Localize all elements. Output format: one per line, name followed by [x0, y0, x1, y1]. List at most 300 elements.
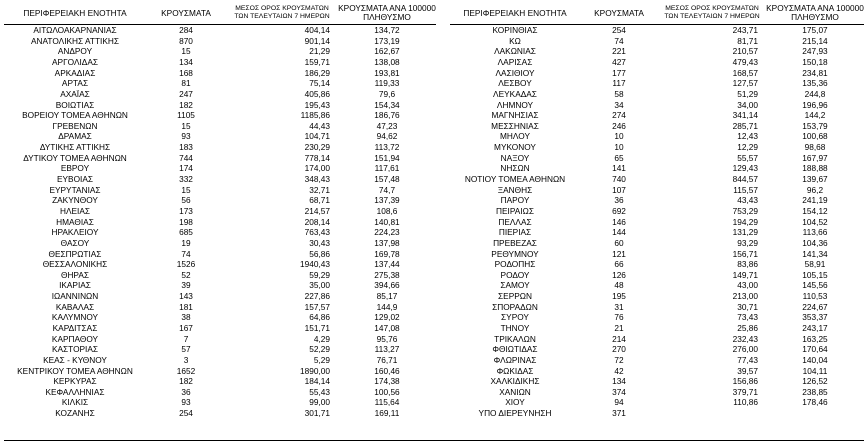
seven-day-average-cell: 243,71 — [732, 25, 758, 36]
seven-day-average-cell: 35,00 — [309, 280, 330, 291]
cases-per-100k-cell: 94,62 — [376, 131, 398, 142]
cases-cell: 195 — [612, 291, 626, 302]
cases-per-100k-cell: 74,7 — [378, 184, 396, 195]
region-cell: ΔΥΤΙΚΟΥ ΤΟΜΕΑ ΑΘΗΝΩΝ — [23, 152, 127, 163]
region-cell: ΚΟΖΑΝΗΣ — [55, 408, 95, 419]
table-row — [4, 248, 436, 259]
region-cell: ΚΩ — [509, 35, 521, 46]
region-cell: ΚΑΡΔΙΤΣΑΣ — [52, 323, 98, 333]
header-row-right — [450, 2, 864, 25]
seven-day-average-cell: 341,14 — [732, 110, 758, 121]
table-row — [450, 397, 864, 408]
table-row — [4, 312, 436, 323]
seven-day-average-cell: 75,14 — [309, 78, 330, 89]
cases-cell: 7 — [183, 333, 189, 344]
region-cell: ΛΕΣΒΟΥ — [498, 78, 532, 89]
seven-day-average-cell: 285,71 — [732, 120, 758, 131]
header-row-left — [4, 2, 436, 25]
cases-per-100k-cell: 135,36 — [802, 78, 828, 89]
table-row — [4, 131, 436, 142]
cases-cell: 74 — [181, 248, 191, 259]
cases-per-100k-cell: 137,44 — [374, 259, 400, 270]
cases-per-100k-cell: 137,39 — [374, 195, 400, 206]
region-cell: ΕΒΡΟΥ — [60, 163, 90, 174]
cases-cell: 134 — [612, 376, 626, 387]
cases-per-100k-cell: 115,64 — [374, 397, 400, 408]
region-cell: ΑΝΔΡΟΥ — [57, 46, 93, 57]
table-row — [450, 121, 864, 132]
region-cell: ΛΑΚΩΝΙΑΣ — [494, 46, 536, 57]
region-cell: ΤΡΙΚΑΛΩΝ — [494, 333, 536, 344]
cases-cell: 56 — [181, 195, 191, 206]
table-row — [4, 259, 436, 270]
seven-day-average-cell: 156,71 — [732, 248, 758, 259]
region-cell: ΚΕΦΑΛΛΗΝΙΑΣ — [45, 386, 105, 397]
table-row — [4, 387, 436, 398]
cases-cell: 38 — [181, 312, 191, 323]
seven-day-average-cell: 379,71 — [732, 386, 758, 397]
seven-day-average-cell: 99,00 — [309, 397, 330, 408]
cases-cell: 1526 — [176, 259, 196, 270]
cases-per-100k-cell: 154,34 — [374, 99, 400, 110]
seven-day-average-cell: 194,29 — [732, 216, 758, 227]
cases-cell: 107 — [612, 184, 626, 195]
cases-per-100k-cell: 113,72 — [374, 142, 400, 153]
seven-day-average-cell: 81,71 — [737, 35, 758, 46]
region-cell: ΛΑΡΙΣΑΣ — [497, 56, 533, 67]
region-header: ΠΕΡΙΦΕΡΕΙΑΚΗ ΕΝΟΤΗΤΑ — [4, 2, 146, 25]
cases-per-100k-cell: 140,04 — [802, 354, 828, 365]
cases-cell: 121 — [612, 248, 626, 259]
cases-cell: 21 — [614, 323, 624, 333]
region-cell: ΣΑΜΟΥ — [500, 280, 530, 291]
cases-cell: 36 — [614, 195, 624, 206]
table-row — [450, 366, 864, 377]
table-row — [450, 376, 864, 387]
region-cell: ΚΟΡΙΝΘΙΑΣ — [492, 25, 538, 36]
seven-day-average-cell: 1940,43 — [300, 259, 330, 270]
region-cell: ΛΗΜΝΟΥ — [496, 99, 534, 110]
cases-cell: 1652 — [176, 365, 196, 376]
cases-cell: 246 — [612, 120, 626, 131]
table-row — [450, 355, 864, 366]
region-cell: ΡΕΘΥΜΝΟΥ — [491, 248, 539, 259]
cases-per-100k-cell: 129,02 — [374, 312, 400, 323]
region-cell: ΠΕΛΛΑΣ — [498, 216, 532, 227]
cases-per-100k-cell: 104,36 — [802, 237, 828, 248]
seven-day-average-cell: 4,29 — [313, 333, 330, 344]
cases-cell: 58 — [614, 88, 624, 99]
cases-per-100k-cell: 150,18 — [802, 56, 828, 67]
seven-day-average-cell: 213,00 — [732, 291, 758, 302]
cases-per-100k-cell: 105,15 — [802, 269, 828, 280]
cases-per-100k-cell: 178,46 — [802, 397, 828, 408]
table-row — [4, 397, 436, 408]
region-cell: ΘΕΣΣΑΛΟΝΙΚΗΣ — [42, 259, 108, 270]
seven-day-average-cell: 159,71 — [304, 56, 330, 67]
region-cell: ΡΟΔΟΠΗΣ — [494, 259, 536, 270]
cases-cell: 692 — [612, 205, 626, 216]
cases-per-100k-cell: 145,56 — [802, 280, 828, 291]
region-cell: ΝΟΤΙΟΥ ΤΟΜΕΑ ΑΘΗΝΩΝ — [464, 174, 566, 185]
table-row — [4, 78, 436, 89]
cases-per-100k-cell: 147,08 — [374, 323, 400, 333]
table-bottom-rule — [4, 440, 864, 441]
cases-cell: 173 — [179, 205, 193, 216]
cases-cell: 60 — [614, 237, 624, 248]
region-cell: ΗΛΕΙΑΣ — [59, 205, 91, 216]
cases-per-100k-cell: 113,27 — [374, 344, 400, 355]
table-row — [4, 376, 436, 387]
seven-day-average-cell: 844,57 — [732, 174, 758, 185]
cases-per-100k-cell: 100,68 — [802, 131, 828, 142]
seven-day-average-cell: 1890,00 — [300, 365, 330, 376]
seven-day-average-cell: 195,43 — [304, 99, 330, 110]
seven-day-average-cell: 127,57 — [732, 78, 758, 89]
region-cell: ΗΡΑΚΛΕΙΟΥ — [51, 227, 99, 238]
seven-day-average-cell: 149,71 — [732, 269, 758, 280]
table-row — [4, 68, 436, 79]
cases-cell: 65 — [614, 152, 624, 163]
seven-day-average-cell: 93,29 — [737, 237, 758, 248]
seven-day-average-cell: 753,29 — [732, 205, 758, 216]
cases-cell: 198 — [179, 216, 193, 227]
region-cell: ΔΥΤΙΚΗΣ ΑΤΤΙΚΗΣ — [39, 142, 111, 153]
region-cell: ΜΥΚΟΝΟΥ — [494, 142, 536, 153]
seven-day-average-cell: 77,43 — [737, 354, 758, 365]
table-row — [4, 142, 436, 153]
cases-per-100k-cell: 244,8 — [804, 88, 826, 99]
cases-cell: 93 — [181, 397, 191, 408]
seven-day-average-cell: 157,57 — [304, 301, 330, 312]
table-row — [450, 174, 864, 185]
cases-per-100k-cell: 137,98 — [374, 237, 400, 248]
cases-per-100k-cell: 141,34 — [802, 248, 828, 259]
region-cell: ΘΗΡΑΣ — [60, 269, 90, 280]
cases-per-100k-cell: 157,48 — [374, 174, 400, 185]
table-row — [450, 344, 864, 355]
cases-cell: 1105 — [177, 110, 195, 121]
cases-cell: 274 — [612, 110, 626, 121]
seven-day-average-header: ΜΕΣΟΣ ΟΡΟΣ ΚΡΟΥΣΜΑΤΩΝ ΤΩΝ ΤΕΛΕΥΤΑΙΩΝ 7 ΗΜΕΡΩΝ — [226, 2, 338, 25]
cases-cell: 182 — [179, 376, 193, 387]
seven-day-average-cell: 301,71 — [304, 408, 330, 419]
cases-per-100k-cell: 224,23 — [374, 227, 400, 238]
cases-cell: 141 — [612, 163, 626, 174]
cases-cell: 3 — [183, 354, 189, 365]
table-row — [450, 131, 864, 142]
seven-day-average-cell: 214,57 — [304, 205, 330, 216]
cases-header: ΚΡΟΥΣΜΑΤΑ — [580, 2, 658, 25]
region-cell: ΕΥΡΥΤΑΝΙΑΣ — [49, 184, 101, 195]
table-row — [4, 46, 436, 57]
cases-cell: 744 — [179, 152, 193, 163]
region-cell: ΜΗΛΟΥ — [500, 131, 530, 142]
table-row — [450, 89, 864, 100]
seven-day-average-cell: 43,00 — [737, 280, 758, 291]
table-row — [4, 57, 436, 68]
region-cell: ΠΡΕΒΕΖΑΣ — [493, 237, 537, 248]
seven-day-average-cell: 83,86 — [737, 259, 758, 270]
cases-per-100k-cell: 173,19 — [374, 35, 400, 46]
table-row — [4, 408, 436, 419]
cases-cell: 182 — [179, 99, 193, 110]
region-cell: ΠΕΙΡΑΙΩΣ — [496, 205, 534, 216]
seven-day-average-cell: 73,43 — [737, 312, 758, 323]
seven-day-average-cell: 12,43 — [737, 131, 758, 142]
region-cell: ΖΑΚΥΝΘΟΥ — [52, 195, 98, 206]
cases-cell: 72 — [614, 354, 624, 365]
cases-per-100k-cell: 215,14 — [802, 35, 828, 46]
seven-day-average-cell: 405,86 — [304, 88, 330, 99]
region-cell: ΝΑΞΟΥ — [500, 152, 530, 163]
table-row — [4, 227, 436, 238]
cases-per-100k-cell: 151,94 — [374, 152, 400, 163]
region-cell: ΧΙΟΥ — [505, 397, 525, 408]
table-row — [4, 121, 436, 132]
region-cell: ΚΑΒΑΛΑΣ — [55, 301, 95, 312]
cases-per-100k-cell: 186,76 — [374, 110, 400, 121]
region-cell: ΘΕΣΠΡΩΤΙΑΣ — [48, 248, 102, 259]
cases-per-100k-cell: 58,91 — [804, 259, 826, 270]
region-cell: ΔΡΑΜΑΣ — [58, 131, 92, 142]
cases-cell: 31 — [614, 301, 624, 312]
table-row — [4, 89, 436, 100]
cases-per-100k-cell: 138,08 — [374, 56, 400, 67]
region-cell: ΥΠΟ ΔΙΕΡΕΥΝΗΣΗ — [478, 408, 552, 419]
table-row — [450, 291, 864, 302]
cases-per-100k-cell: 95,76 — [376, 333, 398, 344]
region-cell: ΑΙΤΩΛΟΑΚΑΡΝΑΝΙΑΣ — [33, 25, 117, 36]
cases-per-100k-cell: 126,52 — [802, 376, 828, 387]
cases-header: ΚΡΟΥΣΜΑΤΑ — [146, 2, 226, 25]
cases-per-100k-cell: 79,6 — [378, 88, 396, 99]
cases-cell: 167 — [179, 323, 193, 333]
cases-table-left — [4, 2, 436, 419]
cases-per-100k-cell: 196,96 — [802, 99, 828, 110]
cases-cell: 254 — [179, 408, 193, 419]
cases-per-100k-cell: 247,93 — [802, 46, 828, 57]
table-row — [4, 291, 436, 302]
seven-day-average-cell: 25,86 — [737, 323, 758, 333]
cases-per-100k-cell: 140,81 — [374, 216, 400, 227]
region-cell: ΡΟΔΟΥ — [500, 269, 530, 280]
cases-per-100k-cell: 134,72 — [374, 25, 400, 36]
region-cell: ΝΗΣΩΝ — [500, 163, 530, 174]
seven-day-average-cell: 115,57 — [733, 184, 758, 195]
table-row — [4, 334, 436, 345]
cases-cell: 168 — [179, 67, 193, 78]
cases-per-100k-cell: 110,53 — [802, 291, 828, 302]
region-cell: ΧΑΝΙΩΝ — [499, 386, 531, 397]
table-row — [450, 163, 864, 174]
region-cell: ΚΕΡΚΥΡΑΣ — [53, 376, 97, 387]
region-cell: ΕΥΒΟΙΑΣ — [56, 174, 94, 185]
cases-cell: 371 — [612, 408, 626, 419]
region-cell: ΑΡΚΑΔΙΑΣ — [54, 67, 96, 78]
seven-day-average-cell: 30,43 — [309, 237, 330, 248]
cases-per-100k-cell: 100,56 — [374, 386, 400, 397]
seven-day-average-cell: 52,29 — [309, 344, 330, 355]
region-header: ΠΕΡΙΦΕΡΕΙΑΚΗ ΕΝΟΤΗΤΑ — [450, 2, 580, 25]
seven-day-average-cell: 68,71 — [309, 195, 330, 206]
cases-cell: 247 — [179, 88, 193, 99]
cases-per-100k-cell: 47,23 — [376, 120, 398, 131]
region-cell: ΤΗΝΟΥ — [500, 323, 530, 333]
table-row — [450, 78, 864, 89]
cases-cell: 39 — [181, 280, 191, 291]
cases-cell: 221 — [612, 46, 626, 57]
table-row — [4, 174, 436, 185]
seven-day-average-cell: 21,29 — [309, 46, 330, 57]
table-row — [450, 36, 864, 47]
cases-per-100k-cell: 85,17 — [376, 291, 398, 302]
table-row — [450, 57, 864, 68]
seven-day-average-cell: 43,43 — [737, 195, 758, 206]
region-cell: ΑΝΑΤΟΛΙΚΗΣ ΑΤΤΙΚΗΣ — [30, 35, 120, 46]
table-row — [450, 387, 864, 398]
table-row — [450, 25, 864, 36]
seven-day-average-cell: 901,14 — [304, 35, 330, 46]
region-cell: ΠΙΕΡΙΑΣ — [498, 227, 532, 238]
cases-cell: 10 — [614, 142, 624, 153]
table-row — [4, 163, 436, 174]
table-row — [450, 238, 864, 249]
cases-per-100k-cell: 224,67 — [802, 301, 828, 312]
region-cell: ΣΥΡΟΥ — [501, 312, 529, 323]
table-row — [4, 217, 436, 228]
seven-day-average-cell: 39,57 — [737, 365, 758, 376]
table-row — [450, 206, 864, 217]
cases-cell: 34 — [614, 99, 624, 110]
cases-cell: 76 — [614, 312, 624, 323]
table-row — [450, 46, 864, 57]
cases-per-100k-cell: 175,07 — [802, 25, 828, 36]
cases-per-100k-cell: 174,38 — [374, 376, 400, 387]
cases-cell: 183 — [179, 142, 193, 153]
seven-day-average-cell: 5,29 — [313, 354, 330, 365]
table-row — [450, 110, 864, 121]
cases-per-100k-cell: 193,81 — [374, 67, 400, 78]
region-cell: ΗΜΑΘΙΑΣ — [56, 216, 94, 227]
table-row — [450, 312, 864, 323]
table-row — [450, 280, 864, 291]
table-row — [4, 280, 436, 291]
table-row — [450, 323, 864, 334]
region-cell: ΜΑΓΝΗΣΙΑΣ — [491, 110, 539, 121]
seven-day-average-cell: 208,14 — [304, 216, 330, 227]
seven-day-average-cell: 110,86 — [733, 397, 758, 408]
region-cell: ΙΩΑΝΝΙΝΩΝ — [51, 291, 99, 302]
seven-day-average-cell: 51,29 — [737, 88, 758, 99]
seven-day-average-cell: 479,43 — [732, 56, 758, 67]
seven-day-average-cell: 59,29 — [309, 269, 330, 280]
cases-per-100k-cell: 119,33 — [374, 78, 400, 89]
cases-cell: 15 — [181, 46, 191, 57]
region-cell: ΦΘΙΩΤΙΔΑΣ — [492, 344, 538, 355]
seven-day-average-cell: 763,43 — [304, 227, 330, 238]
cases-cell: 36 — [181, 386, 191, 397]
cases-cell: 270 — [612, 344, 626, 355]
region-cell: ΚΑΡΠΑΘΟΥ — [51, 333, 99, 344]
cases-per-100k-header: ΚΡΟΥΣΜΑΤΑ ΑΝΑ 100000 ΠΛΗΘΥΣΜΟ — [338, 2, 436, 25]
seven-day-average-cell: 184,14 — [304, 376, 330, 387]
region-cell: ΚΑΣΤΟΡΙΑΣ — [51, 344, 99, 355]
region-cell: ΚΕΑΣ - ΚΥΘΝΟΥ — [43, 354, 107, 365]
cases-cell: 19 — [181, 237, 191, 248]
cases-per-100k-cell: 169,11 — [374, 408, 400, 419]
cases-cell: 93 — [181, 131, 191, 142]
cases-cell: 332 — [179, 174, 193, 185]
cases-cell: 42 — [614, 365, 624, 376]
cases-cell: 685 — [179, 227, 193, 238]
region-cell: ΓΡΕΒΕΝΩΝ — [52, 120, 98, 131]
table-row — [450, 408, 864, 419]
region-cell: ΦΩΚΙΔΑΣ — [496, 365, 534, 376]
cases-per-100k-cell: 113,66 — [802, 227, 828, 238]
seven-day-average-cell: 64,86 — [309, 312, 330, 323]
cases-cell: 52 — [181, 269, 191, 280]
region-cell: ΚΕΝΤΡΙΚΟΥ ΤΟΜΕΑ ΑΘΗΝΩΝ — [17, 365, 133, 376]
region-cell: ΞΑΝΘΗΣ — [497, 184, 533, 195]
seven-day-average-cell: 104,71 — [304, 131, 330, 142]
table-row — [4, 270, 436, 281]
region-cell: ΚΑΛΥΜΝΟΥ — [51, 312, 99, 323]
seven-day-average-cell: 404,14 — [304, 25, 330, 36]
cases-cell: 740 — [612, 174, 626, 185]
region-cell: ΧΑΛΚΙΔΙΚΗΣ — [490, 376, 540, 387]
region-cell: ΛΕΥΚΑΔΑΣ — [493, 88, 537, 99]
seven-day-average-cell: 232,43 — [732, 333, 758, 344]
table-row — [450, 68, 864, 79]
seven-day-average-cell: 34,00 — [737, 99, 758, 110]
table-row — [4, 366, 436, 377]
table-row — [4, 323, 436, 334]
table-row — [4, 185, 436, 196]
cases-per-100k-cell: 104,11 — [802, 365, 828, 376]
region-cell: ΛΑΣΙΘΙΟΥ — [495, 67, 535, 78]
cases-table-right — [450, 2, 864, 419]
cases-per-100k-cell: 108,6 — [376, 205, 398, 216]
seven-day-average-cell: 174,00 — [304, 163, 330, 174]
cases-per-100k-cell — [766, 408, 864, 419]
region-cell: ΒΟΡΕΙΟΥ ΤΟΜΕΑ ΑΘΗΝΩΝ — [22, 110, 128, 121]
cases-per-100k-cell: 162,67 — [374, 46, 400, 57]
seven-day-average-cell: 12,29 — [737, 142, 758, 153]
cases-per-100k-cell: 394,66 — [374, 280, 400, 291]
region-cell: ΑΧΑΪΑΣ — [60, 88, 90, 99]
cases-cell: 134 — [179, 56, 193, 67]
table-row — [4, 344, 436, 355]
seven-day-average-cell: 230,29 — [304, 142, 330, 153]
table-row — [4, 302, 436, 313]
cases-per-100k-cell: 241,19 — [802, 195, 828, 206]
seven-day-average-cell: 44,43 — [309, 120, 330, 131]
seven-day-average-cell: 56,86 — [309, 248, 330, 259]
cases-cell: 143 — [179, 291, 193, 302]
table-row — [450, 248, 864, 259]
seven-day-average-cell: 210,57 — [732, 46, 758, 57]
region-cell: ΚΙΛΚΙΣ — [61, 397, 89, 408]
cases-per-100k-cell: 96,2 — [806, 184, 824, 195]
cases-per-100k-cell: 117,61 — [374, 163, 400, 174]
cases-per-100k-cell: 104,52 — [802, 216, 828, 227]
cases-per-100k-cell: 275,38 — [374, 269, 400, 280]
region-cell: ΣΕΡΡΩΝ — [498, 291, 532, 302]
cases-per-100k-cell: 154,12 — [802, 205, 828, 216]
seven-day-average-cell: 131,29 — [732, 227, 758, 238]
table-row — [450, 217, 864, 228]
